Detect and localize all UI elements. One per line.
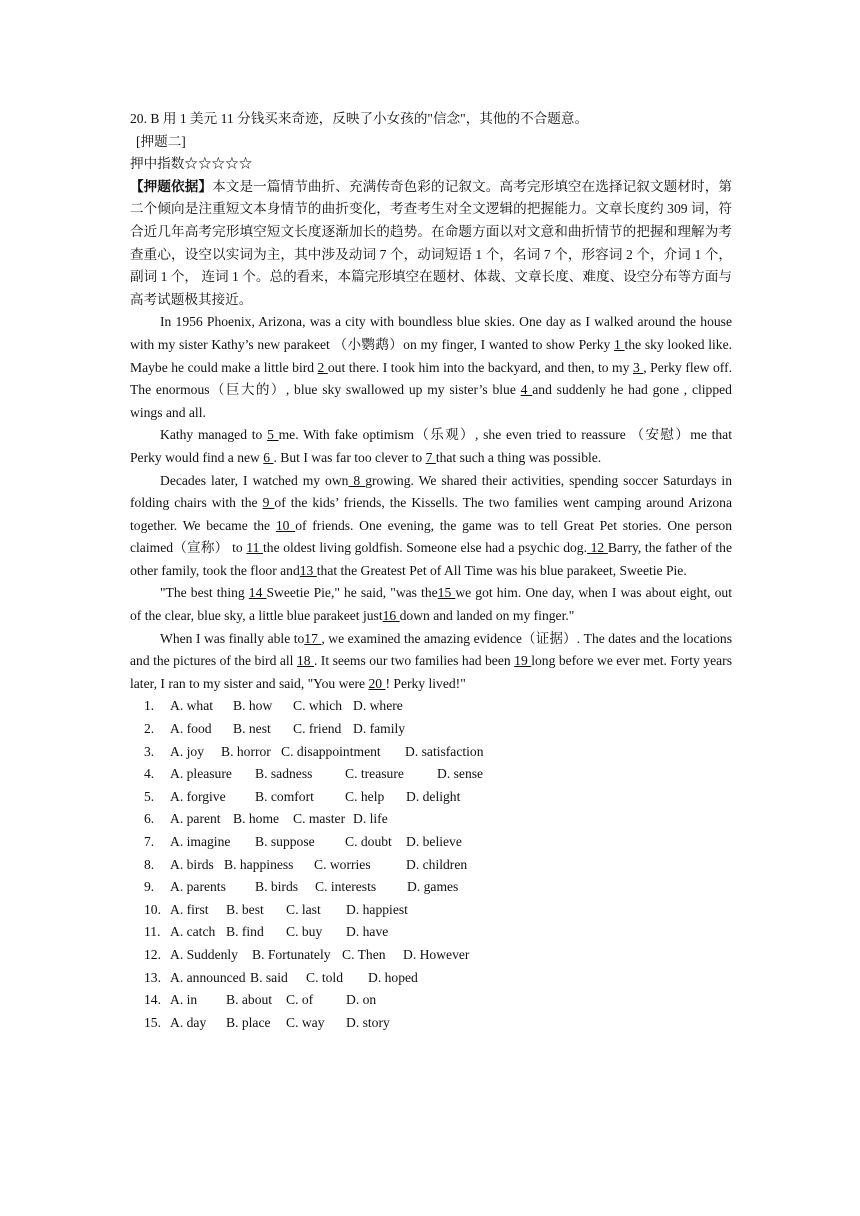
passage-text: me. With fake optimism（乐观）, she even tried to reassure （安慰）me that Perky would find a new xyxy=(130,427,732,465)
option-b: B. happiness xyxy=(224,856,294,872)
option-c: C. way xyxy=(286,1014,325,1030)
option-c: C. of xyxy=(286,992,314,1008)
option-d: D. happiest xyxy=(346,901,408,917)
option-a: A. parents xyxy=(170,879,226,895)
passage-text: of the kids’ friends, the Kissells. The two families went camping around Arizona together. We became the xyxy=(130,495,733,533)
passage-text: out there. I took him into the backyard, and then, to my xyxy=(327,359,633,375)
option-c: C. buy xyxy=(286,924,323,940)
question-number: 6. xyxy=(144,811,155,827)
passage-text: Kathy managed to xyxy=(160,427,268,443)
option-a: A. Suddenly xyxy=(170,946,238,962)
question-number: 2. xyxy=(144,721,155,737)
option-row xyxy=(130,967,732,990)
option-row xyxy=(130,899,732,922)
passage-text: down and landed on my finger." xyxy=(399,608,575,624)
passage-text: that the Greatest Pet of All Time was his blue parakeet, Sweetie Pie. xyxy=(316,562,687,578)
option-c: C. master xyxy=(293,811,346,827)
passage-text: and suddenly he had gone , clipped wings and all. xyxy=(130,382,732,420)
passage-text: . But I was far too clever to xyxy=(273,449,426,465)
option-d: D. family xyxy=(353,721,406,737)
blank-16: 16 xyxy=(382,608,400,624)
option-a: A. joy xyxy=(170,743,204,759)
answer-explanation-line: 20. B 用 1 美元 11 分钱买来奇迹，反映了小女孩的"信念"，其他的不合题意。 xyxy=(130,111,589,126)
passage-text: Sweetie Pie," he said, "was the xyxy=(266,585,438,601)
blank-1: 1 xyxy=(614,336,625,352)
option-a: A. day xyxy=(170,1014,207,1030)
question-number: 1. xyxy=(144,698,155,714)
prediction-rating: 押中指数☆☆☆☆☆ xyxy=(130,156,253,172)
option-row xyxy=(130,718,732,741)
blank-2: 2 xyxy=(317,359,328,375)
option-row xyxy=(130,786,732,809)
option-b: B. Fortunately xyxy=(252,946,331,962)
option-d: D. However xyxy=(403,946,470,962)
document-page xyxy=(130,108,732,1034)
blank-19: 19 xyxy=(514,653,532,669)
option-a: A. announced xyxy=(170,969,246,985)
option-d: D. sense xyxy=(437,766,484,782)
option-d: D. satisfaction xyxy=(405,743,484,759)
blank-7: 7 xyxy=(425,449,436,465)
blank-12: 12 xyxy=(587,540,608,556)
option-b: B. best xyxy=(226,901,264,917)
blank-15: 15 xyxy=(437,585,456,601)
basis-text: 本文是一篇情节曲折、充满传奇色彩的记叙文。高考完形填空在选择记叙文题材时，第二个倾向是注重短文本身情节的曲折变化，考查考生对全文逻辑的把握能力。文章长度约 309 词，符合近几年高考完形填空短文长度逐渐加长的趋势。在命题方面以对文意和曲折情节的把握和理解为考查重心，设空以实词为主，其中涉及动词 7 个，动词短语 1 个，名词 7 个，形容词 2 个，介词 1 个，副词 1 个， 连词 1 个。总的看来，本篇完形填空在题材、体裁、文章长度、难度、设空分布等方面与高考试题极其接近。 xyxy=(130,178,733,307)
passage-paragraph-1 xyxy=(130,311,732,424)
option-row xyxy=(130,944,732,967)
option-row xyxy=(130,831,732,854)
option-b: B. find xyxy=(226,924,264,940)
passage-paragraph-5 xyxy=(130,628,732,696)
option-c: C. worries xyxy=(314,856,371,872)
passage-text: that such a thing was possible. xyxy=(435,449,602,465)
option-row xyxy=(130,921,732,944)
passage-text: , Perky flew off. The enormous（巨大的）, blue sky swallowed up my sister’s blue xyxy=(130,359,732,398)
option-b: B. horror xyxy=(221,743,271,759)
blank-11: 11 xyxy=(246,540,264,556)
blank-18: 18 xyxy=(296,653,314,669)
option-row xyxy=(130,876,732,899)
question-number: 9. xyxy=(144,879,155,895)
option-c: C. last xyxy=(286,901,321,917)
question-number: 4. xyxy=(144,766,155,782)
question-number: 13. xyxy=(144,969,161,985)
option-c: C. help xyxy=(345,788,385,804)
option-d: D. games xyxy=(407,879,459,895)
option-b: B. said xyxy=(250,969,288,985)
option-c: C. doubt xyxy=(345,834,392,849)
option-d: D. hoped xyxy=(368,969,418,985)
option-c: C. disappointment xyxy=(281,743,381,759)
question-number: 7. xyxy=(144,834,155,849)
section-title: [押题二] xyxy=(136,133,186,149)
option-d: D. on xyxy=(346,992,377,1008)
question-number: 8. xyxy=(144,856,155,872)
option-d: D. story xyxy=(346,1014,390,1030)
option-a: A. forgive xyxy=(170,788,226,804)
option-row xyxy=(130,741,732,764)
options-list xyxy=(130,695,732,1034)
blank-8: 8 xyxy=(348,472,366,488)
passage-text: we got him. One day, when I was about eight, out of the clear, blue sky, a little blue parakeet just xyxy=(130,585,732,624)
passage-text: Barry, the father of the other family, took the floor and xyxy=(130,540,733,578)
option-row xyxy=(130,695,732,718)
blank-14: 14 xyxy=(248,585,267,601)
option-c: C. friend xyxy=(293,721,342,737)
question-number: 12. xyxy=(144,946,161,962)
option-b: B. sadness xyxy=(255,766,313,782)
option-a: A. food xyxy=(170,721,212,737)
passage-text: In 1956 Phoenix, Arizona, was a city with boundless blue skies. One day as I walked around the house with my sister Kathy’s new parakeet （小鹦鹉）on my finger, I wanted to show Perky xyxy=(130,314,732,352)
question-number: 5. xyxy=(144,788,155,804)
blank-6: 6 xyxy=(263,449,274,465)
option-b: B. how xyxy=(233,698,273,714)
passage-text: When I was finally able to xyxy=(160,630,305,646)
question-number: 10. xyxy=(144,901,161,917)
option-c: C. told xyxy=(306,969,344,985)
option-d: D. where xyxy=(353,698,403,714)
blank-4: 4 xyxy=(520,382,533,398)
question-number: 14. xyxy=(144,992,161,1008)
question-number: 3. xyxy=(144,743,155,759)
option-b: B. about xyxy=(226,992,273,1008)
option-a: A. parent xyxy=(170,811,221,827)
option-row xyxy=(130,854,732,877)
passage-text: ! Perky lived!" xyxy=(385,675,466,691)
passage-text: , we examined the amazing evidence（证据）. The dates and the locations and the pictures of the bird all xyxy=(130,630,732,669)
blank-9: 9 xyxy=(262,495,275,511)
option-b: B. birds xyxy=(255,879,299,895)
option-c: C. treasure xyxy=(345,766,404,782)
passage-text: long before we ever met. Forty years later, I ran to my sister and said, "You were xyxy=(130,653,732,691)
blank-5: 5 xyxy=(267,427,279,443)
option-d: D. children xyxy=(406,856,468,872)
passage-paragraph-2 xyxy=(130,424,732,469)
option-a: A. what xyxy=(170,698,214,714)
option-d: D. life xyxy=(353,811,388,827)
option-a: A. birds xyxy=(170,856,214,872)
option-c: C. Then xyxy=(342,946,386,962)
passage-text: growing. We shared their activities, spending soccer Saturdays in folding chairs with the xyxy=(130,472,732,511)
passage-text: . It seems our two families had been xyxy=(313,653,515,669)
option-a: A. in xyxy=(170,992,198,1008)
blank-20: 20 xyxy=(368,675,386,691)
passage-text: the sky looked like. Maybe he could make a little bird xyxy=(130,336,732,375)
option-a: A. catch xyxy=(170,924,216,940)
option-c: C. interests xyxy=(315,879,377,895)
basis-label: 【押题依据】 xyxy=(130,178,213,194)
option-d: D. have xyxy=(346,924,389,940)
option-row xyxy=(130,1012,732,1035)
option-b: B. home xyxy=(233,811,280,827)
passage-text: the oldest living goldfish. Someone else had a psychic dog. xyxy=(263,540,588,556)
option-d: D. delight xyxy=(406,788,461,804)
passage-paragraph-4 xyxy=(130,582,732,627)
option-b: B. place xyxy=(226,1014,271,1030)
option-d: D. believe xyxy=(406,834,462,849)
question-number: 15. xyxy=(144,1014,161,1030)
option-a: A. pleasure xyxy=(170,766,232,782)
option-a: A. imagine xyxy=(170,834,231,849)
blank-10: 10 xyxy=(275,517,296,533)
passage-text: Decades later, I watched my own xyxy=(160,472,349,488)
blank-13: 13 xyxy=(299,562,317,578)
option-row xyxy=(130,989,732,1012)
blank-3: 3 xyxy=(632,359,644,375)
option-b: B. suppose xyxy=(255,834,315,849)
passage-text: "The best thing xyxy=(160,585,249,601)
basis-paragraph xyxy=(130,176,732,312)
blank-17: 17 xyxy=(304,630,322,646)
passage-text: of friends. One evening, the game was to tell Great Pet stories. One person claimed（宣称） to xyxy=(130,517,733,556)
option-row xyxy=(130,763,732,786)
question-number: 11. xyxy=(144,924,161,940)
option-row xyxy=(130,808,732,831)
option-a: A. first xyxy=(170,901,209,917)
option-b: B. comfort xyxy=(255,788,314,804)
passage-paragraph-3 xyxy=(130,470,732,583)
option-c: C. which xyxy=(293,698,343,714)
option-b: B. nest xyxy=(233,721,271,737)
